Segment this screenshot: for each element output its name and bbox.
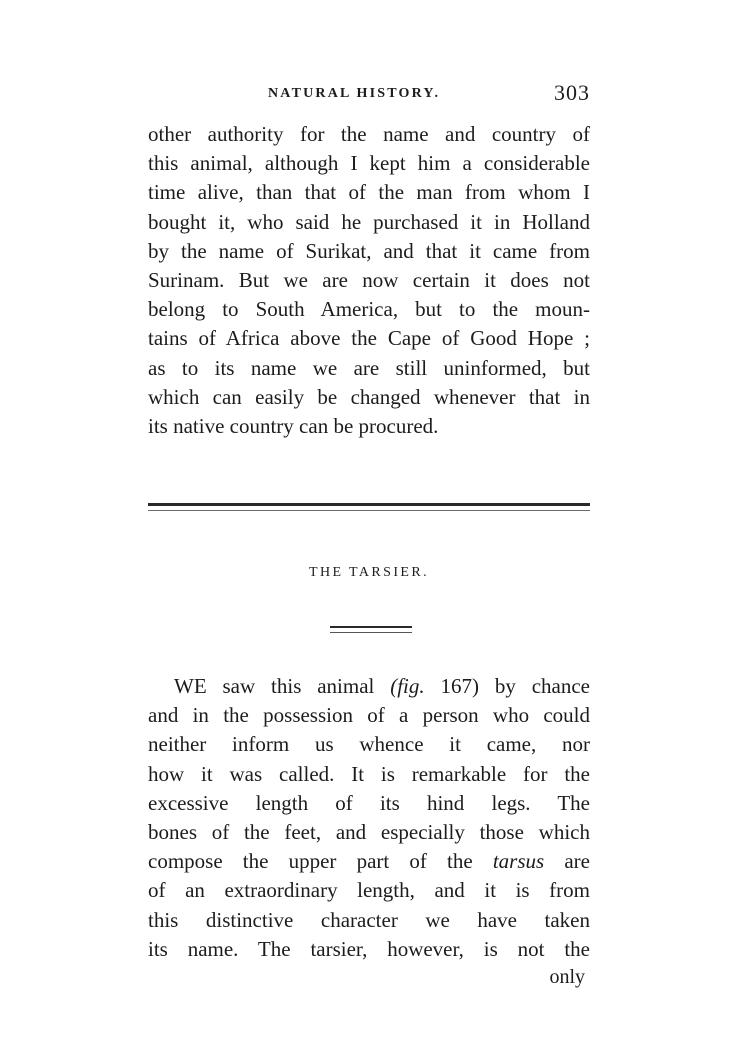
- text-line: tains of Africa above the Cape of Good Hope ;: [148, 326, 590, 351]
- text-line: Surinam. But we are now certain it does not: [148, 267, 590, 292]
- text-segment: WE saw this animal: [174, 674, 391, 698]
- text-line: this animal, although I kept him a considerable: [148, 151, 590, 176]
- text-line: its name. The tarsier, however, is not the: [148, 936, 590, 961]
- title-underline-rule: [330, 626, 412, 628]
- text-segment: compose the upper part of the: [148, 849, 493, 874]
- italic-term: tarsus: [492, 849, 545, 874]
- section-title: THE TARSIER.: [309, 565, 429, 580]
- text-line: this distinctive character we have taken: [148, 907, 590, 932]
- text-segment: are: [544, 849, 590, 874]
- text-line: as to its name we are still uninformed, but: [148, 355, 590, 380]
- section-divider-rule: [148, 503, 590, 506]
- text-line: [148, 672, 590, 701]
- text-segment: 167) by chance: [424, 674, 591, 698]
- section-divider-rule-thin: [148, 510, 590, 511]
- text-line: excessive length of its hind legs. The: [148, 790, 590, 815]
- text-line: by the name of Surikat, and that it came from: [148, 238, 590, 263]
- text-line: time alive, than that of the man from whom I: [148, 180, 590, 205]
- text-line: and in the possession of a person who could: [148, 703, 590, 728]
- text-line: its native country can be procured.: [148, 413, 439, 438]
- text-line: [148, 847, 590, 876]
- text-line: neither inform us whence it came, nor: [148, 732, 590, 757]
- text-line: belong to South America, but to the moun-: [148, 297, 590, 322]
- text-line: bones of the feet, and especially those which: [148, 819, 590, 844]
- text-line: of an extraordinary length, and it is from: [148, 878, 590, 903]
- text-line: which can easily be changed whenever that in: [148, 384, 590, 409]
- title-underline-rule-thin: [330, 632, 412, 633]
- paragraph-tarsier: [148, 672, 590, 964]
- catchword: only: [549, 966, 585, 988]
- text-line: bought it, who said he purchased it in Holland: [148, 209, 590, 234]
- figure-reference: (fig.: [390, 674, 425, 698]
- paragraph-suricate-conclusion: [148, 120, 590, 441]
- running-title: NATURAL HISTORY.: [268, 86, 441, 101]
- text-line: how it was called. It is remarkable for the: [148, 761, 590, 786]
- page-number: 303: [554, 80, 590, 105]
- running-head: [148, 82, 590, 112]
- text-line: other authority for the name and country of: [148, 122, 590, 146]
